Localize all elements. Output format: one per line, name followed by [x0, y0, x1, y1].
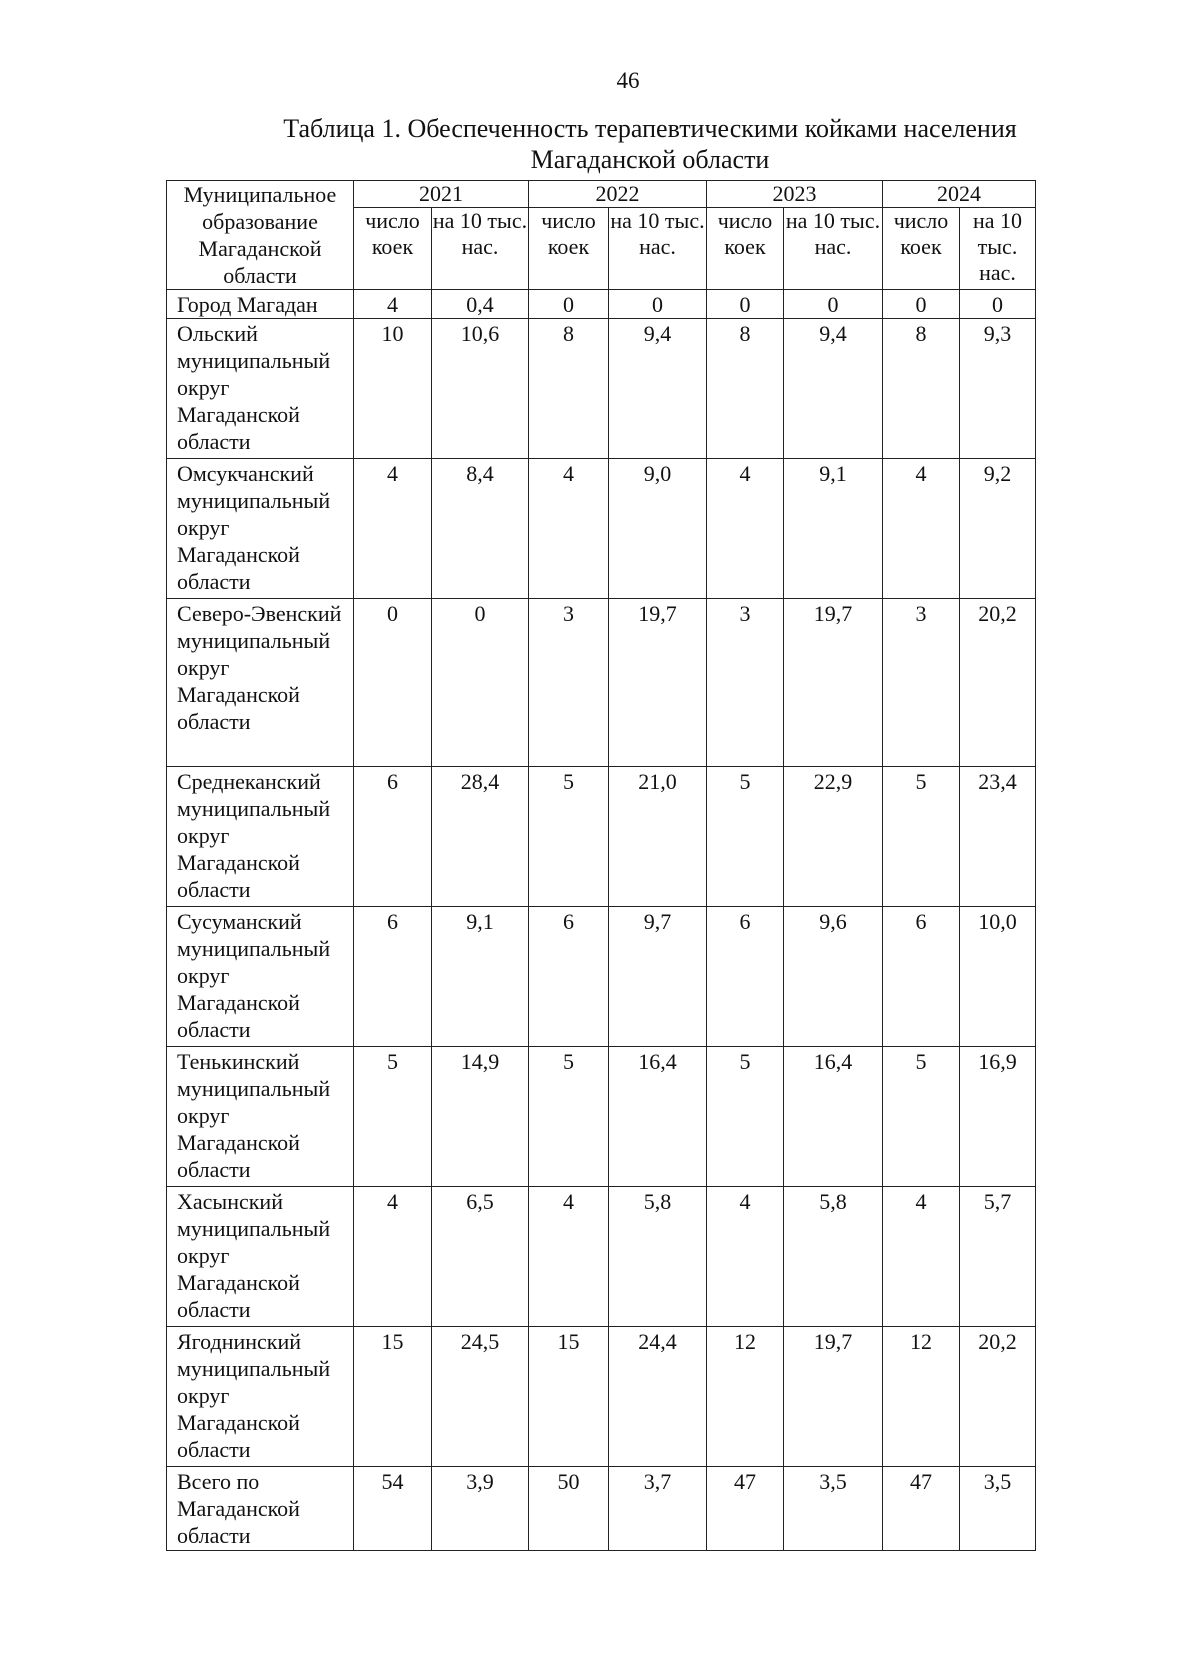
beds-count-cell: 4	[883, 459, 960, 599]
per10k-cell: 9,1	[784, 459, 883, 599]
per10k-cell: 3,7	[609, 1467, 707, 1551]
beds-count-cell: 0	[883, 290, 960, 319]
per10k-cell: 5,7	[960, 1187, 1036, 1327]
beds-count-cell: 4	[354, 290, 432, 319]
per10k-cell: 9,4	[609, 319, 707, 459]
beds-count-cell: 5	[883, 1047, 960, 1187]
per10k-cell: 24,5	[432, 1327, 529, 1467]
per10k-cell: 0	[432, 599, 529, 767]
table-title	[160, 113, 1140, 175]
beds-count-cell: 8	[707, 319, 784, 459]
per10k-cell: 9,6	[784, 907, 883, 1047]
beds-count-cell: 0	[707, 290, 784, 319]
per10k-cell: 0,4	[432, 290, 529, 319]
header-beds-2024: число коек	[883, 208, 960, 290]
beds-count-cell: 12	[707, 1327, 784, 1467]
beds-count-cell: 5	[354, 1047, 432, 1187]
beds-count-cell: 6	[883, 907, 960, 1047]
header-per10k-2022: на 10 тыс. нас.	[609, 208, 707, 290]
beds-count-cell: 5	[883, 767, 960, 907]
beds-count-cell: 4	[529, 1187, 609, 1327]
beds-count-cell: 54	[354, 1467, 432, 1551]
table-row	[167, 599, 1036, 767]
per10k-cell: 9,0	[609, 459, 707, 599]
beds-count-cell: 4	[707, 459, 784, 599]
per10k-cell: 3,5	[960, 1467, 1036, 1551]
per10k-cell: 20,2	[960, 1327, 1036, 1467]
table-row	[167, 1327, 1036, 1467]
header-per10k-2021: на 10 тыс. нас.	[432, 208, 529, 290]
per10k-cell: 3,9	[432, 1467, 529, 1551]
municipality-name: Северо-Эвенский муниципальный округ Магаданской области	[167, 599, 354, 767]
per10k-cell: 19,7	[784, 599, 883, 767]
header-per10k-2023: на 10 тыс. нас.	[784, 208, 883, 290]
beds-count-cell: 0	[529, 290, 609, 319]
municipality-name: Омсукчанский муниципальный округ Магаданской области	[167, 459, 354, 599]
beds-count-cell: 4	[529, 459, 609, 599]
beds-count-cell: 47	[883, 1467, 960, 1551]
beds-count-cell: 5	[529, 767, 609, 907]
header-beds-2021: число коек	[354, 208, 432, 290]
beds-count-cell: 6	[529, 907, 609, 1047]
beds-count-cell: 8	[529, 319, 609, 459]
per10k-cell: 6,5	[432, 1187, 529, 1327]
municipality-name: Сусуманский муниципальный округ Магаданской области	[167, 907, 354, 1047]
header-per10k-2024: на 10 тыс. нас.	[960, 208, 1036, 290]
per10k-cell: 9,3	[960, 319, 1036, 459]
per10k-cell: 19,7	[784, 1327, 883, 1467]
beds-count-cell: 0	[354, 599, 432, 767]
per10k-cell: 22,9	[784, 767, 883, 907]
per10k-cell: 8,4	[432, 459, 529, 599]
per10k-cell: 0	[960, 290, 1036, 319]
table-row	[167, 459, 1036, 599]
per10k-cell: 21,0	[609, 767, 707, 907]
municipality-name: Среднеканский муниципальный округ Магаданской области	[167, 767, 354, 907]
per10k-cell: 10,0	[960, 907, 1036, 1047]
per10k-cell: 5,8	[609, 1187, 707, 1327]
table-row	[167, 1047, 1036, 1187]
table-title-line2: Магаданской области	[530, 145, 770, 174]
beds-table	[166, 180, 1036, 1551]
header-beds-2023: число коек	[707, 208, 784, 290]
header-year-2021: 2021	[354, 181, 529, 208]
page-number: 46	[616, 68, 640, 93]
per10k-cell: 9,7	[609, 907, 707, 1047]
per10k-cell: 0	[784, 290, 883, 319]
per10k-cell: 14,9	[432, 1047, 529, 1187]
per10k-cell: 16,9	[960, 1047, 1036, 1187]
header-year-2023: 2023	[707, 181, 883, 208]
municipality-name: Хасынский муниципальный округ Магаданской области	[167, 1187, 354, 1327]
table-row	[167, 907, 1036, 1047]
beds-count-cell: 12	[883, 1327, 960, 1467]
beds-count-cell: 3	[707, 599, 784, 767]
per10k-cell: 5,8	[784, 1187, 883, 1327]
table-row	[167, 1187, 1036, 1327]
header-beds-2022: число коек	[529, 208, 609, 290]
per10k-cell: 9,2	[960, 459, 1036, 599]
table-row	[167, 767, 1036, 907]
municipality-name: Город Магадан	[167, 290, 354, 319]
beds-count-cell: 8	[883, 319, 960, 459]
beds-count-cell: 50	[529, 1467, 609, 1551]
beds-count-cell: 47	[707, 1467, 784, 1551]
beds-count-cell: 15	[529, 1327, 609, 1467]
beds-count-cell: 5	[707, 1047, 784, 1187]
beds-count-cell: 4	[354, 459, 432, 599]
per10k-cell: 28,4	[432, 767, 529, 907]
header-year-2024: 2024	[883, 181, 1036, 208]
municipality-name: Ольский муниципальный округ Магаданской области	[167, 319, 354, 459]
beds-count-cell: 5	[707, 767, 784, 907]
per10k-cell: 23,4	[960, 767, 1036, 907]
beds-count-cell: 4	[883, 1187, 960, 1327]
per10k-cell: 9,1	[432, 907, 529, 1047]
header-year-2022: 2022	[529, 181, 707, 208]
per10k-cell: 19,7	[609, 599, 707, 767]
beds-count-cell: 4	[707, 1187, 784, 1327]
per10k-cell: 9,4	[784, 319, 883, 459]
beds-count-cell: 6	[707, 907, 784, 1047]
per10k-cell: 0	[609, 290, 707, 319]
header-municipality: Муниципальное образование Магаданской области	[167, 181, 354, 290]
municipality-name: Всего по Магаданской области	[167, 1467, 354, 1551]
beds-count-cell: 6	[354, 907, 432, 1047]
per10k-cell: 24,4	[609, 1327, 707, 1467]
per10k-cell: 3,5	[784, 1467, 883, 1551]
beds-count-cell: 3	[529, 599, 609, 767]
beds-count-cell: 10	[354, 319, 432, 459]
per10k-cell: 16,4	[609, 1047, 707, 1187]
per10k-cell: 10,6	[432, 319, 529, 459]
beds-count-cell: 5	[529, 1047, 609, 1187]
per10k-cell: 16,4	[784, 1047, 883, 1187]
municipality-name: Ягоднинский муниципальный округ Магаданской области	[167, 1327, 354, 1467]
table-title-line1: Таблица 1. Обеспеченность терапевтическими койками населения	[283, 114, 1017, 143]
municipality-name: Тенькинский муниципальный округ Магаданской области	[167, 1047, 354, 1187]
beds-count-cell: 3	[883, 599, 960, 767]
beds-count-cell: 15	[354, 1327, 432, 1467]
beds-count-cell: 4	[354, 1187, 432, 1327]
table-row	[167, 1467, 1036, 1551]
table-row	[167, 319, 1036, 459]
per10k-cell: 20,2	[960, 599, 1036, 767]
table-row	[167, 290, 1036, 319]
beds-count-cell: 6	[354, 767, 432, 907]
